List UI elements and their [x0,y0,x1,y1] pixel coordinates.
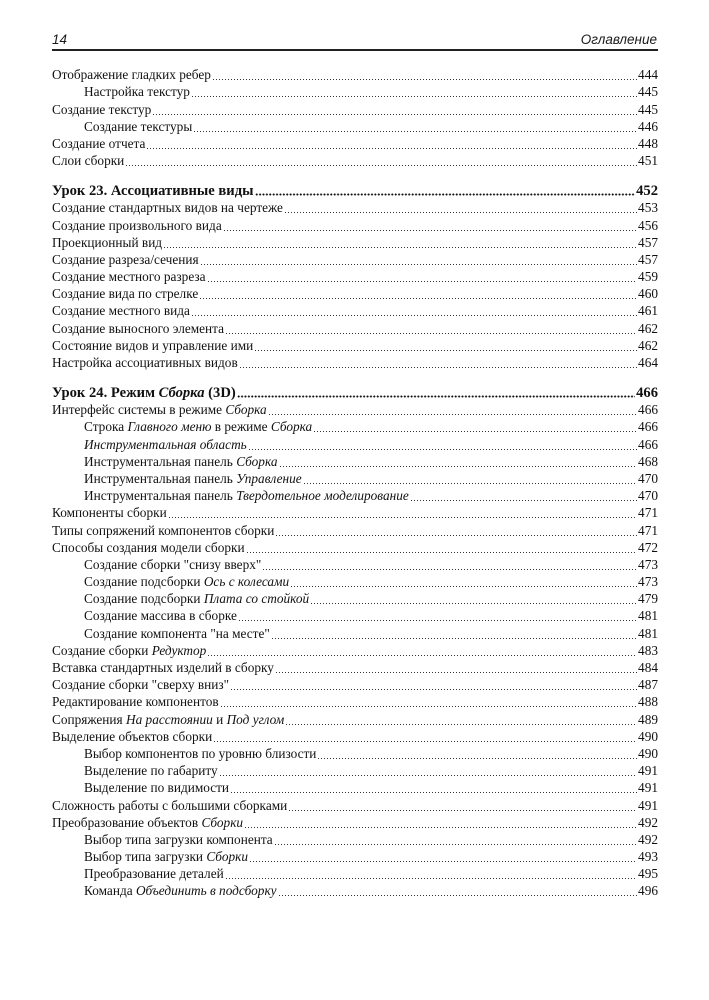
toc-entry-title [52,660,274,676]
toc-title-text: Создание подсборки [84,574,204,590]
dot-leader [207,270,638,282]
toc-entry [52,487,658,504]
toc-entry-title [84,626,270,642]
toc-entry-title [52,355,238,371]
toc-title-text: Компоненты сборки [52,505,167,521]
toc-page-number: 491 [638,780,658,796]
toc-page-number: 456 [638,217,658,233]
toc-entry [52,659,658,676]
toc-entry-title [84,488,409,504]
toc-page-number: 481 [638,625,658,641]
toc-entry-title [52,505,167,521]
toc-entry-title [52,798,287,814]
toc-entry [52,556,658,573]
dot-leader [279,455,638,467]
toc-title-italic: Инструментальная область [84,436,247,452]
toc-page-number: 464 [638,355,658,370]
toc-title-italic: Плата со стойкой [203,591,310,607]
toc-entry [52,435,658,452]
toc-page-number: 495 [638,866,658,882]
toc-title-text: Создание вида по стрелке [52,286,199,302]
toc-title-italic: Сборка [158,385,205,401]
toc-entry [52,470,658,487]
toc-title-italic: Твердотельное моделирование [236,488,409,504]
toc-title-italic: Управление [236,470,302,486]
toc-title-text: Настройка ассоциативных видов [52,355,238,370]
toc-entry [52,354,658,371]
toc-page-number: 493 [638,849,658,865]
toc-entry-title [52,286,198,302]
toc-title-text: Создание произвольного вида [52,217,222,233]
toc-page-number: 466 [638,436,658,452]
toc-page-number: 496 [638,883,658,899]
toc-title-text: Сложность работы с большими сборками [52,797,288,813]
toc-title-text: Создание сборки [52,642,152,658]
toc-entry-title [52,303,190,319]
dot-leader [199,287,637,299]
toc-entry [52,779,658,796]
toc-title-text: Способы создания модели сборки [52,539,245,555]
dot-leader [285,713,637,725]
toc-page-number: 451 [638,153,658,169]
dot-leader [146,137,637,149]
toc-page-number: 461 [638,303,658,319]
toc-entry-title [52,136,145,152]
toc-title-text: Преобразование деталей [84,866,224,882]
toc-title-text: Выбор типа загрузки компонента [84,831,273,847]
toc-title-italic: Главного меню [127,419,212,435]
toc-entry-title [52,694,219,710]
dot-leader [238,609,637,621]
toc-entry [52,216,658,233]
dot-leader [275,661,637,673]
toc-entry [52,745,658,762]
dot-leader [219,764,637,776]
toc-title-italic: Сборки [206,849,248,865]
toc-title-text: Создание местного разреза [52,269,206,285]
toc-page-number: 473 [638,556,658,572]
toc-title-italic: Сборки [201,814,244,830]
dot-leader [278,884,637,896]
toc-page-number: 471 [638,505,658,521]
toc-page-number: 462 [638,337,658,353]
toc-page-number: 446 [638,118,658,134]
toc-entry-title [52,252,199,268]
toc-entry-title [52,815,243,831]
toc-title-italic: Редуктор [151,642,207,658]
toc-page-number: 453 [638,200,658,216]
toc-page-number: 488 [638,694,658,710]
toc-title-text: Урок 24. Режим [52,385,159,401]
toc-title-text: Инструментальная панель [84,453,237,469]
toc-entry-title [84,866,224,882]
dot-leader [275,524,637,536]
toc-page-number: 473 [638,574,658,590]
toc-page-number: 444 [638,67,658,83]
toc-page-number: 491 [638,797,658,813]
toc-entry [52,676,658,693]
toc-entry [52,66,658,83]
toc-page-number: 472 [638,539,658,555]
toc-entry-title [84,763,218,779]
dot-leader [310,592,637,604]
toc-entry [52,831,658,848]
toc-entry-title [52,540,245,556]
dot-leader [163,236,637,248]
toc-entry-title [52,385,236,401]
toc-entry [52,319,658,336]
toc-title-text: Строка [84,419,128,435]
dot-leader [244,816,637,828]
dot-leader [125,154,637,166]
toc-title-text: Типы сопряжений компонентов сборки [52,522,275,538]
toc-entry-title [84,849,248,865]
toc-entry [52,418,658,435]
dot-leader [152,103,637,115]
toc-title-text: Сопряжения [52,711,126,727]
toc-entry-title [84,119,192,135]
toc-page-number: 483 [638,642,658,658]
toc-entry [52,539,658,556]
dot-leader [284,201,637,213]
dot-leader [191,85,637,97]
toc-entry [52,590,658,607]
toc-entry-title [84,557,261,573]
toc-entry-title [52,338,253,354]
toc-entry [52,865,658,882]
toc-entry-title [84,454,278,470]
toc-entry-title [52,218,222,234]
toc-title-text: Слои сборки [52,153,125,169]
toc-entry-title [84,746,316,762]
toc-page-number: 471 [638,522,658,538]
toc-title-text: Проекционный вид [52,234,163,250]
toc-title-text: Команда [84,883,136,899]
toc-page-number: 484 [638,660,658,675]
toc-title-italic: Под углом [226,711,285,727]
running-head-title: Оглавление [580,32,657,47]
toc-entry-title [84,84,190,100]
toc-entry-title [52,402,267,418]
toc-title-italic: Сборка [225,402,267,418]
toc-entry-title [52,729,212,745]
toc-title-text: Создание сборки "сверху вниз" [52,677,230,693]
dot-leader [313,420,637,432]
toc-entry [52,453,658,470]
toc-page-number: 457 [638,234,658,250]
toc-entry [52,135,658,152]
toc-entry-title [52,153,124,169]
dot-leader [410,489,637,501]
toc-page-number: 470 [638,470,658,486]
header-rule [52,49,658,51]
toc-title-text: Выделение объектов сборки [52,728,213,744]
toc-entry [52,100,658,117]
toc-page-number: 445 [638,101,658,117]
toc-title-text: Создание отчета [52,135,146,151]
dot-leader [303,472,637,484]
dot-leader [220,695,637,707]
toc-entry [52,848,658,865]
dot-leader [191,304,637,316]
toc-title-text: Выделение по видимости [84,780,230,796]
dot-leader [288,799,637,811]
toc-title-text: Преобразование объектов [52,814,202,830]
toc-page-number: 491 [638,763,658,779]
toc-entry-title [84,883,277,899]
dot-leader [168,506,637,518]
toc-entry [52,401,658,418]
dot-leader [255,184,636,196]
toc-page-number: 466 [638,402,658,418]
toc-page-number: 490 [638,728,658,744]
toc-page-number: 479 [638,591,658,607]
toc-title-italic: Ось с колесами [203,574,290,590]
toc-entry-title [84,437,247,453]
dot-leader [230,678,637,690]
toc-entry [52,152,658,169]
dot-leader [249,850,637,862]
toc-page-number: 452 [636,183,658,200]
toc-entry-title [52,67,211,83]
toc-entry [52,118,658,135]
toc-title-text: Создание компонента "на месте" [84,625,270,641]
toc-title-text: Создание подсборки [84,591,204,607]
toc-entry-title [84,471,302,487]
toc-entry [52,199,658,216]
toc-title-text: Создание текстуры [84,118,193,134]
toc-title-text: Состояние видов и управление ими [52,337,254,353]
toc-title-italic: Сборка [236,453,278,469]
toc-entry [52,642,658,659]
toc-entry [52,728,658,745]
dot-leader [239,356,637,368]
toc-title-text: Выбор типа загрузки [84,849,207,865]
dot-leader [246,541,637,553]
toc-page-number: 489 [638,711,658,727]
toc-entry [52,624,658,641]
dot-leader [230,781,637,793]
toc-entry [52,504,658,521]
toc-page-number: 466 [636,385,658,401]
toc-entry-title [84,608,237,624]
toc-entry [52,796,658,813]
toc-entry-title [84,832,273,848]
dot-leader [254,339,637,351]
toc-page-number: 470 [638,488,658,504]
toc-title-text: Инструментальная панель [84,488,237,504]
dot-leader [268,403,637,415]
toc-title-text: и [212,711,227,727]
dot-leader [213,730,637,742]
toc-page-number: 459 [638,269,658,285]
toc-title-text: Отображение гладких ребер [52,67,211,83]
dot-leader [207,644,637,656]
toc-entry-title [84,780,229,796]
page-number: 14 [52,32,68,47]
toc-entry [52,251,658,268]
toc-entry-title [52,235,162,251]
dot-leader [237,386,635,398]
toc-title-italic: Сборка [270,419,313,435]
dot-leader [225,867,637,879]
toc-page-number: 448 [638,135,658,151]
toc-chapter-entry [52,381,658,401]
toc-page-number: 492 [638,814,658,830]
toc-title-text: Интерфейс системы в режиме [52,402,226,418]
toc-entry [52,268,658,285]
toc-title-text: Создание массива в сборке [84,608,237,624]
toc-title-text: Создание текстур [52,101,152,117]
toc-entry-title [84,591,309,607]
toc-title-text: (3D) [204,385,236,401]
toc-title-text: Создание разреза/сечения [52,251,199,267]
dot-leader [193,120,637,132]
toc-entry [52,285,658,302]
toc-title-text: Создание местного вида [52,303,190,319]
toc-entry [52,693,658,710]
toc-entry-title [52,677,229,693]
toc-entry [52,762,658,779]
toc-entry-title [52,200,283,216]
toc-page-number: 457 [638,251,658,267]
table-of-contents [52,66,658,899]
toc-title-text: Создание стандартных видов на чертеже [52,200,283,216]
dot-leader [225,322,637,334]
toc-title-text: Создание сборки "снизу вверх" [84,556,262,572]
dot-leader [248,438,637,450]
toc-entry [52,234,658,251]
toc-entry-title [84,419,312,435]
toc-title-text: Выделение по габариту [84,763,218,779]
toc-entry-title [52,102,151,118]
toc-title-text: Инструментальная панель [84,470,237,486]
toc-entry [52,337,658,354]
toc-title-text: в режиме [211,419,271,435]
toc-page-number: 490 [638,745,658,761]
toc-title-text: Вставка стандартных изделий в сборку [52,660,274,675]
toc-entry [52,83,658,100]
toc-entry-title [52,643,206,659]
toc-title-text: Выбор компонентов по уровню близости [84,745,317,761]
toc-entry-title [52,712,284,728]
toc-title-italic: На расстоянии [125,711,213,727]
dot-leader [223,219,637,231]
toc-entry-title [52,523,274,539]
toc-entry [52,521,658,538]
toc-page-number: 468 [638,453,658,469]
toc-entry [52,882,658,899]
dot-leader [290,575,637,587]
toc-title-text: Настройка текстур [84,84,190,100]
toc-page-number: 487 [638,677,658,693]
dot-leader [274,833,637,845]
toc-entry [52,607,658,624]
dot-leader [200,253,637,265]
toc-entry-title [52,183,254,199]
toc-entry-title [52,269,206,285]
toc-entry-title [84,574,289,590]
toc-entry [52,710,658,727]
toc-page-number: 466 [638,419,658,435]
toc-entry-title [52,321,224,337]
toc-page-number: 460 [638,286,658,302]
toc-title-text: Создание выносного элемента [52,320,225,336]
toc-entry [52,573,658,590]
toc-entry [52,814,658,831]
toc-entry [52,302,658,319]
toc-title-text: Урок 23. Ассоциативные виды [52,183,254,200]
toc-title-text: Редактирование компонентов [52,694,219,710]
toc-chapter-entry [52,179,658,199]
dot-leader [212,68,637,80]
dot-leader [271,627,637,639]
toc-page-number: 445 [638,84,658,100]
toc-page-number: 462 [638,320,658,336]
toc-page-number: 492 [638,831,658,847]
dot-leader [317,747,637,759]
running-head [51,30,658,50]
toc-title-italic: Объединить в подсборку [135,883,277,899]
toc-page-number: 481 [638,608,658,624]
dot-leader [262,558,637,570]
